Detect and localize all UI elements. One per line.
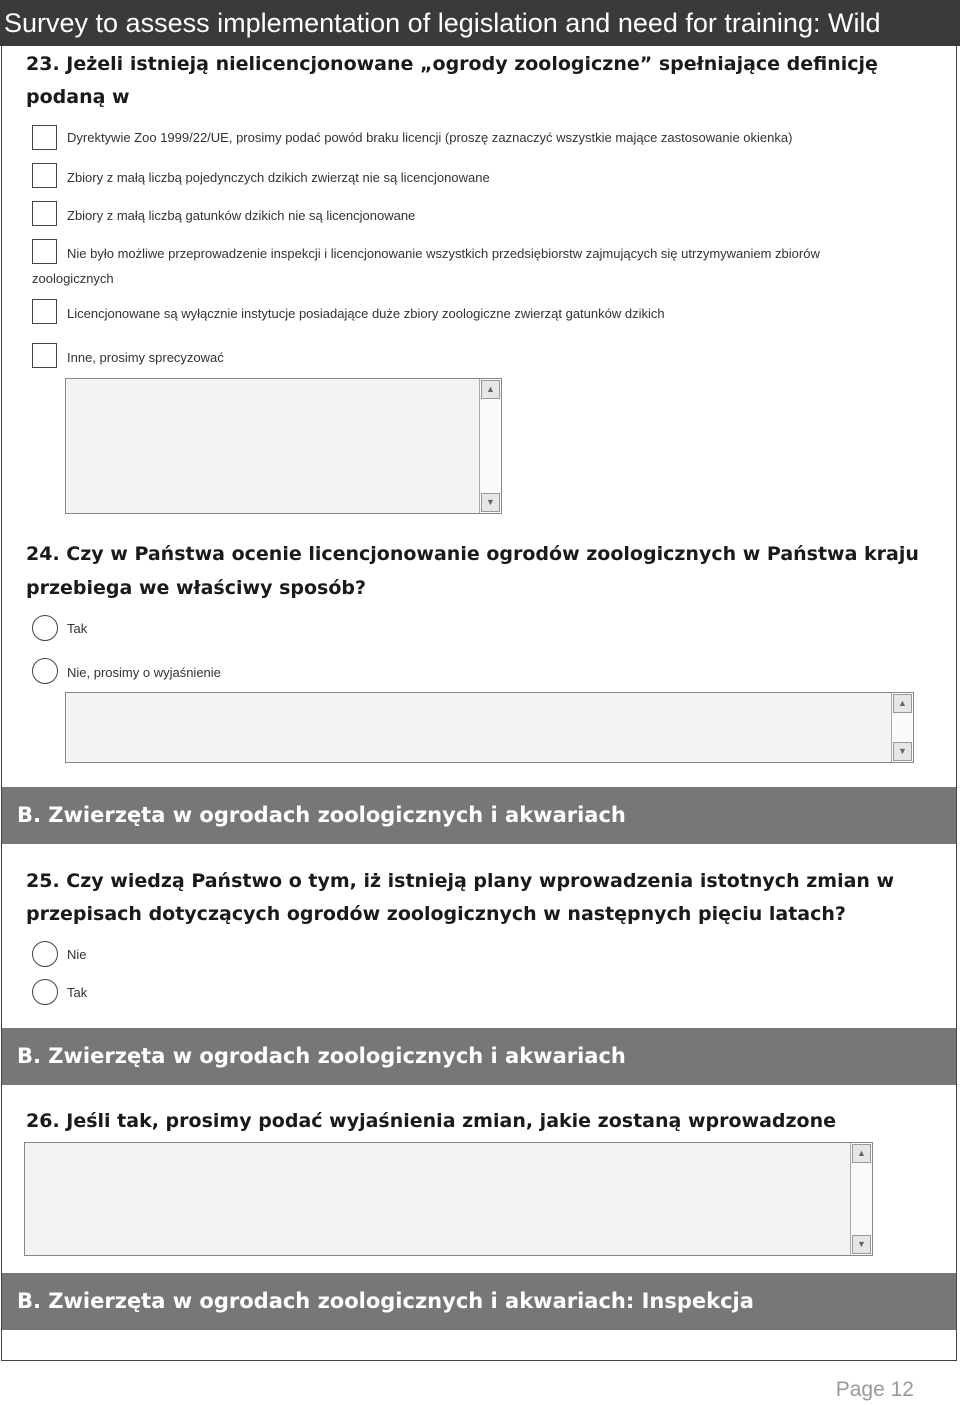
option-q23-no-inspection-cont: zoologicznych	[32, 271, 114, 286]
q23-other-textarea[interactable]	[65, 378, 502, 514]
option-q23-directive: Dyrektywie Zoo 1999/22/UE, prosimy podać powód braku licencji (proszę zaznaczyć wszystkie mające zastosowanie okienka)	[67, 130, 793, 145]
q24-textarea-scrollbar[interactable]	[891, 693, 913, 762]
down-arrow-icon[interactable]: ▼	[852, 1235, 871, 1254]
checkbox-q23-few-species[interactable]	[32, 201, 57, 226]
option-q23-few-species: Zbiory z małą liczbą gatunków dzikich nie są licencjonowane	[67, 208, 416, 223]
question-23-title-line1: 23. Jeżeli istnieją nielicencjonowane „ogrody zoologiczne” spełniające definicję	[26, 53, 878, 75]
up-arrow-icon[interactable]: ▲	[481, 380, 500, 399]
q24-explanation-textarea[interactable]	[65, 692, 914, 763]
page-header: Survey to assess implementation of legislation and need for training: Wild	[0, 0, 960, 46]
question-24-title-line1: 24. Czy w Państwa ocenie licencjonowanie ogrodów zoologicznych w Państwa kraju	[26, 543, 919, 565]
up-arrow-icon[interactable]: ▲	[893, 694, 912, 713]
option-q24-nie: Nie, prosimy o wyjaśnienie	[67, 665, 221, 680]
section-b-heading-2: B. Zwierzęta w ogrodach zoologicznych i akwariach	[2, 1028, 956, 1085]
question-25-title-line1: 25. Czy wiedzą Państwo o tym, iż istnieją plany wprowadzenia istotnych zmian w	[26, 870, 895, 892]
radio-q25-tak[interactable]	[32, 979, 58, 1005]
checkbox-q23-few-animals[interactable]	[32, 163, 57, 188]
checkbox-q23-no-inspection[interactable]	[32, 239, 57, 264]
checkbox-q23-directive[interactable]	[32, 125, 57, 150]
down-arrow-icon[interactable]: ▼	[481, 493, 500, 512]
question-24-title-line2: przebiega we właściwy sposób?	[26, 577, 367, 599]
q26-explanation-textarea[interactable]	[24, 1142, 873, 1256]
radio-q25-nie[interactable]	[32, 941, 58, 967]
question-23-title-line2: podaną w	[26, 86, 130, 108]
option-q23-large-only: Licencjonowane są wyłącznie instytucje posiadające duże zbiory zoologiczne zwierząt gatunków dzikich	[67, 306, 665, 321]
option-q24-tak: Tak	[67, 621, 88, 636]
section-b-inspection-heading: B. Zwierzęta w ogrodach zoologicznych i akwariach: Inspekcja	[2, 1273, 956, 1330]
section-b-heading: B. Zwierzęta w ogrodach zoologicznych i akwariach	[2, 787, 956, 844]
radio-q24-nie[interactable]	[32, 658, 58, 684]
down-arrow-icon[interactable]: ▼	[893, 742, 912, 761]
option-q25-tak: Tak	[67, 985, 88, 1000]
radio-q24-tak[interactable]	[32, 615, 58, 641]
option-q23-few-animals: Zbiory z małą liczbą pojedynczych dzikich zwierząt nie są licencjonowane	[67, 170, 490, 185]
question-26-title: 26. Jeśli tak, prosimy podać wyjaśnienia zmian, jakie zostaną wprowadzone	[26, 1110, 837, 1132]
option-q23-other: Inne, prosimy sprecyzować	[67, 350, 224, 365]
checkbox-q23-large-only[interactable]	[32, 299, 57, 324]
option-q23-no-inspection: Nie było możliwe przeprowadzenie inspekcji i licencjonowanie wszystkich przedsiębiorstw zajmujących się utrzymywaniem zbiorów	[67, 246, 820, 261]
q23-textarea-scrollbar[interactable]	[479, 379, 501, 513]
option-q25-nie: Nie	[67, 947, 87, 962]
checkbox-q23-other[interactable]	[32, 343, 57, 368]
up-arrow-icon[interactable]: ▲	[852, 1144, 871, 1163]
q26-textarea-scrollbar[interactable]	[850, 1143, 872, 1255]
page-number: Page 12	[835, 1378, 914, 1401]
question-25-title-line2: przepisach dotyczących ogrodów zoologicznych w następnych pięciu latach?	[26, 903, 846, 925]
